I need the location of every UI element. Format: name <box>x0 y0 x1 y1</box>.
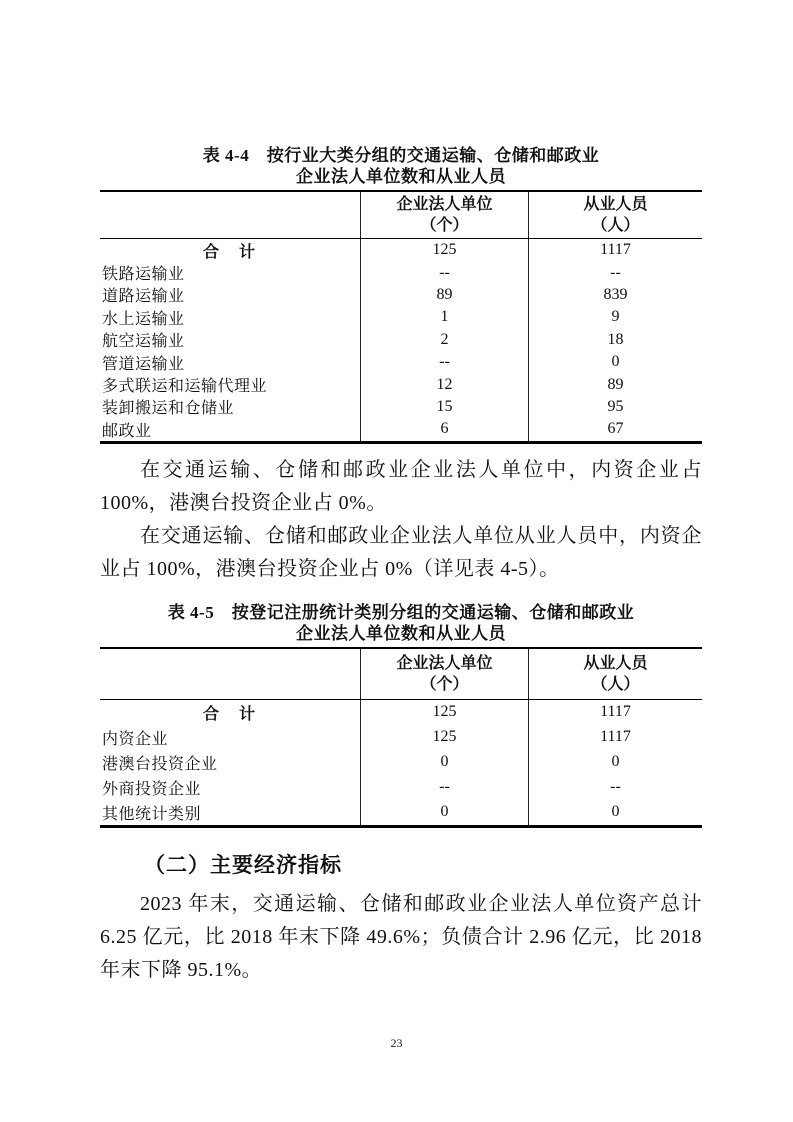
units-value-cell: 125 <box>360 700 528 725</box>
table-4-4-title-line-1: 表 4-4 按行业大类分组的交通运输、仓储和邮政业 <box>202 146 600 165</box>
units-value-cell: 15 <box>360 396 528 418</box>
table-4-4-header-stub-cell <box>100 192 360 238</box>
persons-value-cell: 67 <box>528 418 702 440</box>
table-row <box>100 725 702 750</box>
table-4-5 <box>100 647 702 828</box>
persons-value-cell: 0 <box>528 351 702 373</box>
table-4-5-title-line-1: 表 4-5 按登记注册统计类别分组的交通运输、仓储和邮政业 <box>167 602 635 622</box>
persons-value-cell: -- <box>528 261 702 283</box>
paragraph-group <box>100 454 702 586</box>
row-label-cell: 内资企业 <box>102 730 169 748</box>
row-label-cell: 航空运输业 <box>102 333 185 351</box>
table-row <box>100 775 702 800</box>
page-content <box>100 0 702 987</box>
table-4-5-block <box>100 602 702 828</box>
table-row <box>100 750 702 775</box>
persons-value-cell: 839 <box>528 284 702 306</box>
row-label-cell: 合 计 <box>202 705 257 723</box>
table-4-5-title-line-2: 企业法人单位数和从业人员 <box>296 623 506 643</box>
page-number: 23 <box>390 1036 403 1050</box>
header-units-line-1: 企业法人单位 <box>396 654 493 672</box>
table-row <box>100 800 702 825</box>
header-units-line-2: （个） <box>420 217 469 234</box>
table-row <box>100 396 702 418</box>
units-value-cell: 125 <box>360 239 528 261</box>
row-label-cell: 外商投资企业 <box>102 780 202 798</box>
units-value-cell: -- <box>360 775 528 800</box>
header-persons-line-1: 从业人员 <box>583 654 648 672</box>
header-persons-line-2: （人） <box>591 675 640 693</box>
header-persons-line-2: （人） <box>591 217 640 234</box>
row-label-cell: 装卸搬运和仓储业 <box>102 400 235 418</box>
persons-value-cell: 9 <box>528 306 702 328</box>
table-4-5-header-units-cell <box>360 649 528 699</box>
table-4-4-title-line-2: 企业法人单位数和从业人员 <box>296 167 506 186</box>
row-label-cell: 管道运输业 <box>102 355 185 373</box>
table-row <box>100 373 702 395</box>
header-units-line-2: （个） <box>420 675 469 693</box>
persons-value-cell: 0 <box>528 750 702 775</box>
row-label-cell: 道路运输业 <box>102 288 185 306</box>
persons-value-cell: 95 <box>528 396 702 418</box>
paragraph-economic-indicators: 2023 年末，交通运输、仓储和邮政业企业法人单位资产总计 6.25 亿元，比 2018 年末下降 49.6%；负债合计 2.96 亿元，比 2018 年末下降 95.1%。 <box>100 892 702 981</box>
persons-value-cell: 18 <box>528 329 702 351</box>
row-label-cell: 铁路运输业 <box>102 266 185 284</box>
table-row <box>100 351 702 373</box>
row-label-cell: 水上运输业 <box>102 310 185 328</box>
table-4-4-title <box>100 145 702 187</box>
table-row <box>100 418 702 440</box>
header-persons-line-1: 从业人员 <box>583 196 648 213</box>
table-row <box>100 239 702 261</box>
table-row <box>100 700 702 725</box>
row-label-cell: 多式联运和运输代理业 <box>102 378 268 396</box>
row-label-cell: 港澳台投资企业 <box>102 755 218 773</box>
persons-value-cell: -- <box>528 775 702 800</box>
table-4-5-title <box>100 602 702 644</box>
table-4-4-header-units-cell <box>360 192 528 238</box>
table-4-5-header-persons-cell <box>528 649 702 699</box>
table-row <box>100 284 702 306</box>
table-row <box>100 329 702 351</box>
row-label-cell: 其他统计类别 <box>102 805 202 823</box>
units-value-cell: 125 <box>360 725 528 750</box>
units-value-cell: -- <box>360 261 528 283</box>
table-4-5-header-stub-cell <box>100 649 360 699</box>
header-units-line-1: 企业法人单位 <box>396 196 493 213</box>
units-value-cell: 0 <box>360 750 528 775</box>
table-row <box>100 261 702 283</box>
paragraph-domestic-units: 在交通运输、仓储和邮政业企业法人单位中，内资企业占 100%，港澳台投资企业占 0%。 <box>100 458 702 514</box>
units-value-cell: -- <box>360 351 528 373</box>
table-4-4-header-row <box>100 192 702 239</box>
persons-value-cell: 1117 <box>528 725 702 750</box>
units-value-cell: 6 <box>360 418 528 440</box>
units-value-cell: 1 <box>360 306 528 328</box>
table-4-5-header-row <box>100 649 702 700</box>
persons-value-cell: 89 <box>528 373 702 395</box>
section-heading-economic-indicators: （二）主要经济指标 <box>144 852 342 877</box>
persons-value-cell: 1117 <box>528 700 702 725</box>
paragraph-domestic-employees: 在交通运输、仓储和邮政业企业法人单位从业人员中，内资企业占 100%，港澳台投资企业占 0%（详见表 4-5）。 <box>100 524 702 580</box>
units-value-cell: 12 <box>360 373 528 395</box>
row-label-cell: 邮政业 <box>102 422 152 440</box>
row-label-cell: 合 计 <box>202 243 257 261</box>
table-4-4-header-persons-cell <box>528 192 702 238</box>
table-row <box>100 306 702 328</box>
persons-value-cell: 0 <box>528 800 702 825</box>
persons-value-cell: 1117 <box>528 239 702 261</box>
table-4-4 <box>100 190 702 444</box>
units-value-cell: 2 <box>360 329 528 351</box>
units-value-cell: 89 <box>360 284 528 306</box>
units-value-cell: 0 <box>360 800 528 825</box>
